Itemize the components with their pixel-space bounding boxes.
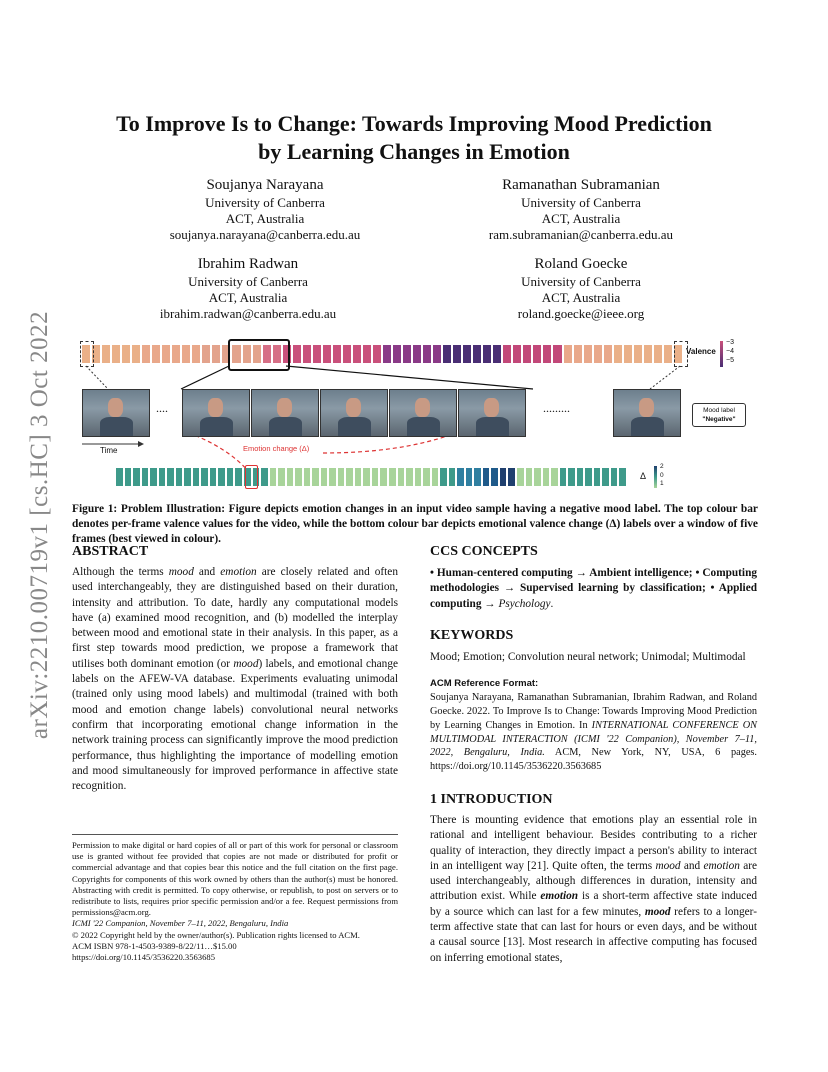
delta-cell [287, 468, 294, 486]
delta-cell [440, 468, 447, 486]
delta-cell [133, 468, 140, 486]
delta-cell [551, 468, 558, 486]
delta-cell [150, 468, 157, 486]
delta-cell [125, 468, 132, 486]
figure-caption: Figure 1: Problem Illustration: Figure depicts emotion changes in an input video sample having a negative mood label. The top colour bar denotes per-frame valence values for the video, while the bottom colour bar depicts emotional valence change (Δ) labels over a window of five frames (best viewed in colour). [72, 503, 758, 545]
delta-cell [568, 468, 575, 486]
intro-heading: 1 INTRODUCTION [430, 791, 553, 807]
connector-line [286, 366, 533, 389]
author-location: ACT, Australia [541, 290, 621, 305]
delta-cell [577, 468, 584, 486]
delta-cell [406, 468, 413, 486]
delta-cell [517, 468, 524, 486]
author-affiliation: University of Canberra [205, 195, 325, 210]
delta-tick: 1 [660, 480, 664, 487]
arxiv-id: arXiv:2210.00719v1 [cs.HC] 3 Oct 2022 [26, 310, 53, 740]
delta-cell [449, 468, 456, 486]
paper-title [60, 110, 768, 166]
delta-highlight [245, 465, 258, 489]
valence-tick: −5 [726, 357, 734, 364]
right-column [430, 544, 757, 977]
permission-block [72, 834, 398, 963]
copyright-text: © 2022 Copyright held by the owner/author(s). Publication rights licensed to ACM. [72, 929, 360, 940]
keywords-text: Mood; Emotion; Convolution neural network; Unimodal; Multimodal [430, 650, 746, 663]
left-column [72, 544, 398, 806]
delta-cell [389, 468, 396, 486]
delta-tick: 0 [660, 471, 664, 479]
delta-cell [594, 468, 601, 486]
delta-cell [235, 468, 242, 486]
delta-cell [193, 468, 200, 486]
author-affiliation: University of Canberra [521, 195, 641, 210]
delta-cell [526, 468, 533, 486]
delta-tick: 2 [660, 463, 664, 470]
ellipsis-right: ......... [543, 401, 570, 415]
delta-cell [619, 468, 626, 486]
delta-cell [363, 468, 370, 486]
emotion-change-arrow [323, 435, 450, 453]
doi-text[interactable]: https://doi.org/10.1145/3536220.3563685 [72, 952, 215, 963]
delta-cell [372, 468, 379, 486]
delta-label: Δ [640, 471, 647, 481]
ccs-text: • Human-centered computing → Ambient intelligence; • Computing methodologies → Supervised learning by classification; • Applied computing → Psychology. [430, 567, 757, 610]
video-frame [320, 389, 388, 437]
time-label: Time [100, 446, 118, 455]
author-location: ACT, Australia [541, 211, 621, 226]
delta-cell [474, 468, 481, 486]
delta-scale [654, 466, 657, 488]
emotion-change-label: Emotion change (Δ) [243, 444, 310, 453]
mood-label-value: "Negative" [702, 416, 736, 423]
author-block [431, 176, 731, 243]
author-affiliation: University of Canberra [521, 274, 641, 289]
figure-1 [78, 335, 768, 495]
delta-cell [398, 468, 405, 486]
delta-cell [611, 468, 618, 486]
author-email[interactable]: ram.subramanian@canberra.edu.au [488, 227, 674, 242]
author-block [98, 255, 398, 322]
arxiv-stamp [20, 300, 60, 750]
ellipsis-left: .... [156, 401, 168, 415]
author-affiliation: University of Canberra [188, 274, 308, 289]
author-name: Soujanya Narayana [206, 177, 324, 193]
title-line-2: by Learning Changes in Emotion [258, 139, 570, 164]
delta-cell [355, 468, 362, 486]
footnote-rule [72, 834, 398, 835]
delta-cell [457, 468, 464, 486]
delta-cell [508, 468, 515, 486]
isbn-text: ACM ISBN 978-1-4503-9389-8/22/11…$15.00 [72, 940, 237, 951]
delta-cell [304, 468, 311, 486]
video-frame [82, 389, 150, 437]
valence-tick: −4 [726, 348, 734, 355]
delta-cell [176, 468, 183, 486]
delta-cell [210, 468, 217, 486]
delta-cell [346, 468, 353, 486]
abstract-text: Although the terms mood and emotion are closely related and often used interchangeably, they are distinguished based on their duration, intensity and attribution. To date, hardly any computational models have (a) examined mood recognition, and (b) modelled the interplay between mood and emotional state in their analysis. In this paper, as a first step towards mood prediction, we propose a framework that utilises both dominant emotion (or mood) labels, and emotional change labels on the AFEW-VA database. Experiments evaluating unimodal (trained only using mood labels) and multimodal (trained with both mood and emotion change labels) convolutional neural networks confirm that incorporating emotional change information in the network training process can significantly improve the mood prediction performance, thus highlighting the importance of modelling emotion and mood simultaneously for improved performance in affective state recognition. [72, 566, 398, 793]
delta-cell [227, 468, 234, 486]
permission-text: Permission to make digital or hard copies of all or part of this work for personal or classroom use is granted without fee provided that copies are not made or distributed for profit or commercial advantage and that copies bear this notice and the full citation on the first page. Copyrights for components of this work owned by others than the author(s) must be honored. Abstracting with credit is permitted. To copy otherwise, or republish, to post on servers or to redistribute to lists, requires prior specific permission and/or a fee. Request permissions from permissions@acm.org. [72, 840, 398, 918]
delta-ticks [660, 463, 664, 489]
author-block [431, 255, 731, 322]
delta-cell [218, 468, 225, 486]
delta-cell [278, 468, 285, 486]
delta-cell [270, 468, 277, 486]
mood-label-title: Mood label [703, 407, 735, 414]
acm-ref-text: Soujanya Narayana, Ramanathan Subramanian, Ibrahim Radwan, and Roland Goecke. 2022. To Improve Is to Change: Towards Improving Mood Prediction by Learning Changes in Emotion. In INTERNATIONAL CONFERENCE ON MULTIMODAL INTERACTION (ICMI '22 Companion), November 7–11, 2022, Bengaluru, India. ACM, New York, NY, USA, 6 pages. https://doi.org/10.1145/3536220.3563685 [430, 692, 757, 773]
author-name: Ramanathan Subramanian [502, 177, 660, 193]
video-frame [389, 389, 457, 437]
delta-cell [543, 468, 550, 486]
author-location: ACT, Australia [208, 290, 288, 305]
venue-text: ICMI '22 Companion, November 7–11, 2022, Bengaluru, India [72, 918, 289, 929]
time-arrow [138, 441, 144, 447]
delta-cell [491, 468, 498, 486]
valence-label: Valence [686, 347, 716, 356]
delta-cell [432, 468, 439, 486]
video-frame [182, 389, 250, 437]
title-line-1: To Improve Is to Change: Towards Improving Mood Prediction [116, 111, 712, 136]
delta-cell [483, 468, 490, 486]
video-frame [458, 389, 526, 437]
connector-line [650, 366, 680, 389]
delta-cell [534, 468, 541, 486]
author-email[interactable]: ibrahim.radwan@canberra.edu.au [159, 306, 337, 321]
video-frame [613, 389, 681, 437]
author-block [115, 176, 415, 243]
author-name: Ibrahim Radwan [197, 256, 299, 272]
delta-cell [338, 468, 345, 486]
connector-line [181, 366, 229, 389]
delta-cell [329, 468, 336, 486]
delta-cell [380, 468, 387, 486]
mood-label-box [692, 403, 746, 427]
delta-cell [321, 468, 328, 486]
acm-ref-heading: ACM Reference Format: [430, 678, 539, 690]
delta-cell [142, 468, 149, 486]
delta-cell [184, 468, 191, 486]
intro-text: There is mounting evidence that emotions play an essential role in rational and intelligent behaviour. Besides contributing to a richer quality of interaction, they directly impact a person's ability to interact in an intelligent way [21]. Quite often, the terms mood and emotion are used interchangeably, although differences in duration, intensity and attribution exist. While emotion is a short-term affective state induced by a source which can last for a few minutes, mood refers to a longer-term affective state that can last for hours or even days, and be without a causal source [13]. Most research in affective computing has focused on inferring emotional states, [430, 813, 757, 964]
delta-cell [116, 468, 123, 486]
delta-cell [560, 468, 567, 486]
abstract-heading: ABSTRACT [72, 544, 149, 559]
delta-cell [423, 468, 430, 486]
valence-tick: −3 [726, 339, 734, 346]
delta-cell [500, 468, 507, 486]
delta-cell [295, 468, 302, 486]
emotion-change-arrow [184, 431, 250, 473]
delta-cell [201, 468, 208, 486]
author-location: ACT, Australia [225, 211, 305, 226]
delta-cell [261, 468, 268, 486]
delta-cell [159, 468, 166, 486]
video-frame [251, 389, 319, 437]
delta-cell [167, 468, 174, 486]
author-email[interactable]: roland.goecke@ieee.org [517, 306, 645, 321]
connector-line [86, 366, 108, 389]
delta-cell [466, 468, 473, 486]
keywords-heading: KEYWORDS [430, 627, 514, 643]
delta-cell [585, 468, 592, 486]
delta-cell [602, 468, 609, 486]
ccs-heading: CCS CONCEPTS [430, 544, 538, 559]
author-email[interactable]: soujanya.narayana@canberra.edu.au [169, 227, 361, 242]
delta-color-bar [116, 468, 626, 486]
delta-cell [312, 468, 319, 486]
author-name: Roland Goecke [534, 256, 628, 272]
delta-cell [415, 468, 422, 486]
